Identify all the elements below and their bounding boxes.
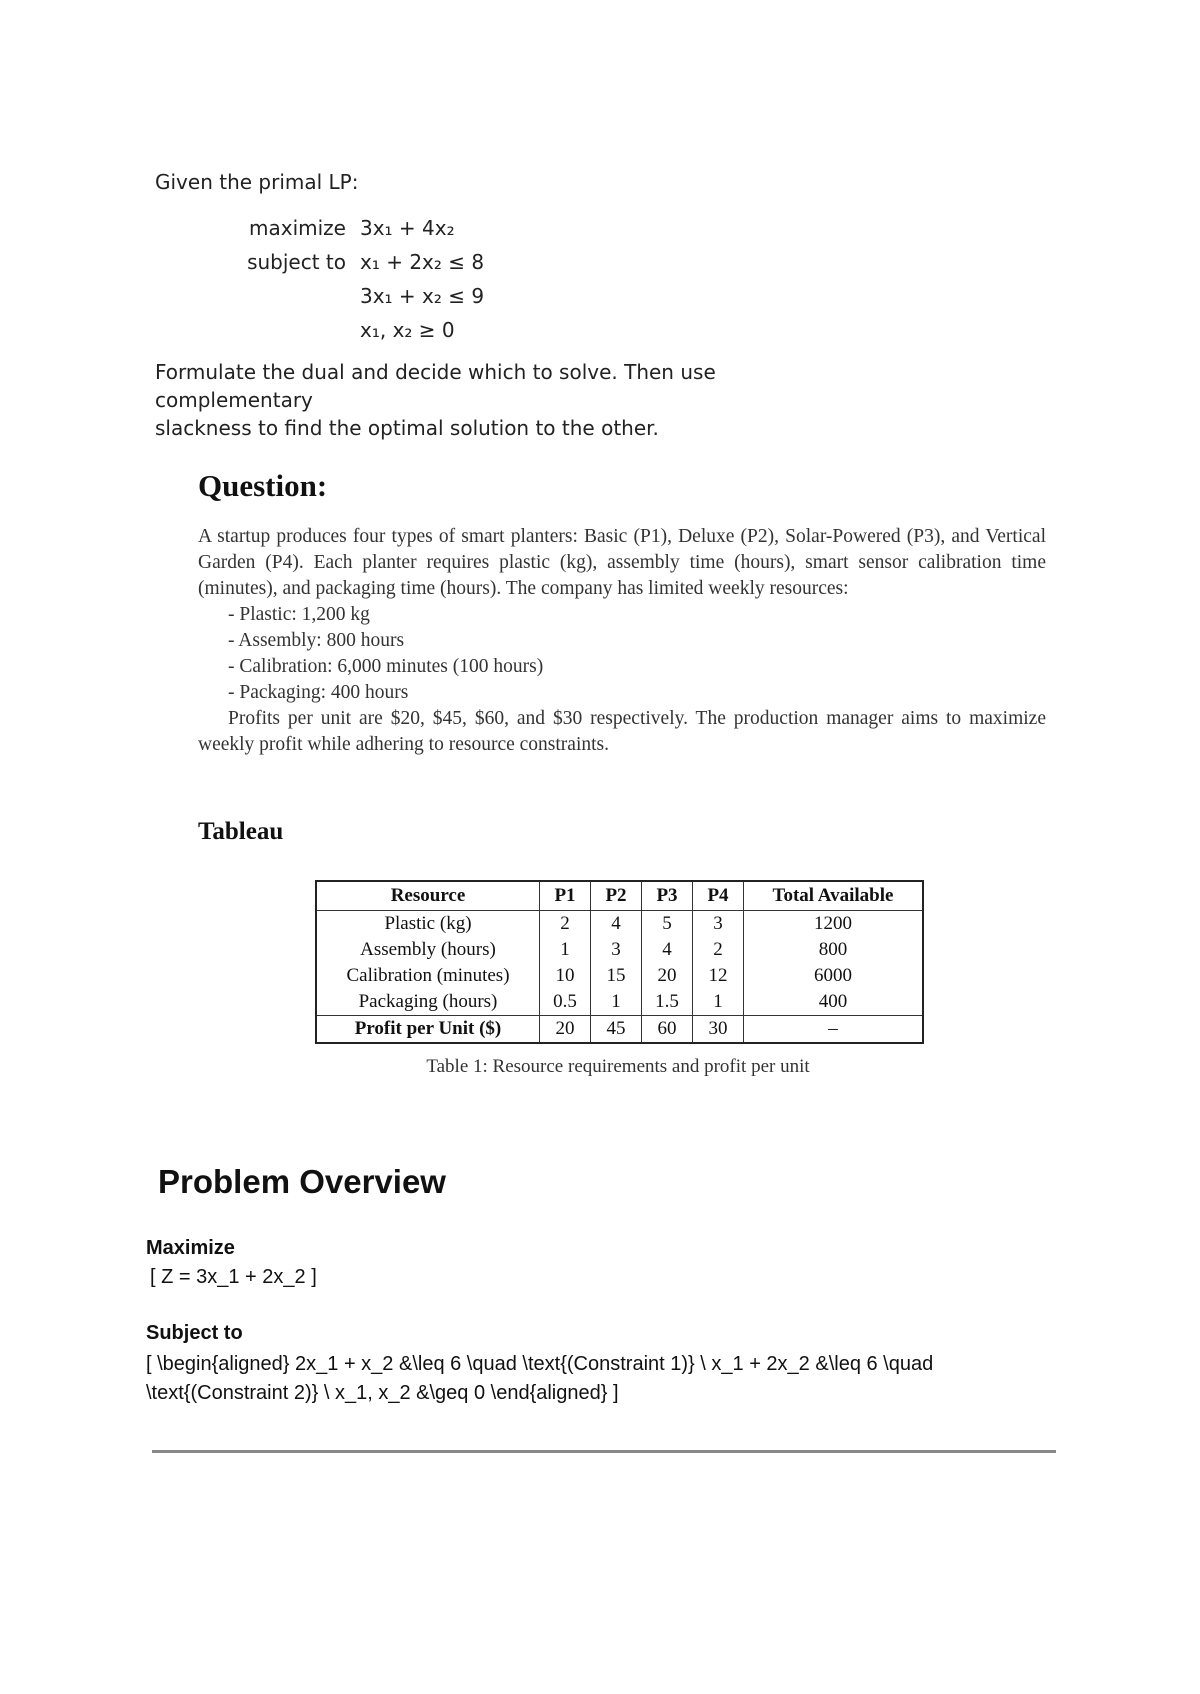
table-cell: 1 (540, 937, 591, 963)
table-cell: 20 (642, 963, 693, 989)
column-header: P2 (591, 881, 642, 911)
objective-expression: [ Z = 3x_1 + 2x_2 ] (150, 1266, 317, 1288)
resource-list (198, 602, 1046, 706)
overview-heading: Problem Overview (158, 1163, 446, 1200)
subject-to-label: Subject to (146, 1322, 243, 1344)
table-cell: 4 (591, 911, 642, 938)
table-cell: Profit per Unit ($) (316, 1016, 540, 1044)
question-body (198, 524, 1046, 758)
column-header: P1 (540, 881, 591, 911)
table-cell: 12 (693, 963, 744, 989)
lp-constraint-2: 3x₁ + x₂ ≤ 9 (360, 284, 485, 308)
table-caption (0, 1056, 1200, 1078)
list-item: - Plastic: 1,200 kg (228, 604, 370, 625)
column-header: Resource (316, 881, 540, 911)
list-item: - Calibration: 6,000 minutes (100 hours) (228, 656, 544, 677)
lp-constraint-1: x₁ + 2x₂ ≤ 8 (360, 250, 485, 274)
question-heading: Question: (198, 468, 328, 503)
divider (152, 1450, 1056, 1453)
table-row (316, 911, 923, 938)
column-header: P4 (693, 881, 744, 911)
table-cell: 0.5 (540, 989, 591, 1016)
primal-intro: Given the primal LP: (155, 170, 359, 194)
profit-paragraph: Profits per unit are $20, $45, $60, and $30 respectively. The production manager aims to maximize weekly profit while adhering to resource constraints. (198, 708, 1046, 755)
dual-instructions (155, 358, 875, 442)
lp-label-subject-to: subject to (247, 250, 346, 274)
table-cell: 800 (744, 937, 924, 963)
table-cell: 3 (591, 937, 642, 963)
table-cell: – (744, 1016, 924, 1044)
lp-label-maximize: maximize (249, 216, 346, 240)
table-cell: 4 (642, 937, 693, 963)
table-caption-text: Table 1: Resource requirements and profit per unit (426, 1056, 810, 1077)
resource-table (315, 880, 924, 1044)
table-cell: Packaging (hours) (316, 989, 540, 1016)
table-cell: 1.5 (642, 989, 693, 1016)
dual-line-1: Formulate the dual and decide which to solve. Then use complementary (155, 360, 716, 412)
table-cell: 400 (744, 989, 924, 1016)
table-cell: 3 (693, 911, 744, 938)
tableau-heading: Tableau (198, 818, 284, 845)
table-row (316, 937, 923, 963)
table-cell: 45 (591, 1016, 642, 1044)
table-cell: 60 (642, 1016, 693, 1044)
maximize-label: Maximize (146, 1237, 235, 1259)
dual-line-2: slackness to find the optimal solution to the other. (155, 416, 659, 440)
table-cell: Plastic (kg) (316, 911, 540, 938)
table-cell: 30 (693, 1016, 744, 1044)
lp-nonnegativity: x₁, x₂ ≥ 0 (360, 318, 455, 342)
table-cell: 6000 (744, 963, 924, 989)
resource-table-wrapper (315, 880, 924, 1044)
table-header-row (316, 881, 923, 911)
table-cell: 10 (540, 963, 591, 989)
table-cell: 15 (591, 963, 642, 989)
constraints-expression: [ \begin{aligned} 2x_1 + x_2 &\leq 6 \quad \text{(Constraint 1)} \ x_1 + 2x_2 &\leq 6 \quad \text{(Constraint 2)} \ x_1, x_2 &\geq 0 \end{aligned} ] (146, 1353, 934, 1404)
list-item: - Assembly: 800 hours (228, 630, 405, 651)
table-cell: 5 (642, 911, 693, 938)
table-cell: 20 (540, 1016, 591, 1044)
lp-objective: 3x₁ + 4x₂ (360, 216, 455, 240)
table-cell: 1200 (744, 911, 924, 938)
column-header: Total Available (744, 881, 924, 911)
table-cell: 2 (693, 937, 744, 963)
table-cell: 1 (693, 989, 744, 1016)
table-cell: 1 (591, 989, 642, 1016)
table-cell: 2 (540, 911, 591, 938)
table-row-total (316, 1016, 923, 1044)
table-cell: Assembly (hours) (316, 937, 540, 963)
question-intro: A startup produces four types of smart planters: Basic (P1), Deluxe (P2), Solar-Powered (P3), and Vertical Garden (P4). Each planter requires plastic (kg), assembly time (hours), smart sensor calibration time (minutes), and packaging time (hours). The company has limited weekly resources: (198, 526, 1046, 599)
list-item: - Packaging: 400 hours (228, 682, 409, 703)
column-header: P3 (642, 881, 693, 911)
table-row (316, 989, 923, 1016)
table-row (316, 963, 923, 989)
table-cell: Calibration (minutes) (316, 963, 540, 989)
